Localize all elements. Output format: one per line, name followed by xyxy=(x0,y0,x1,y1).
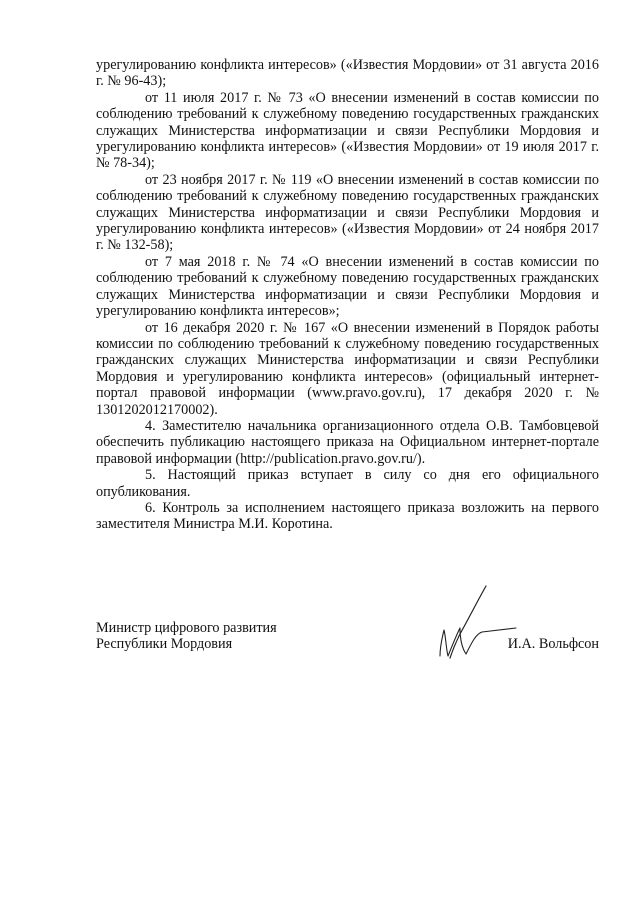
paragraph-continuation: урегулированию конфликта интересов» («Известия Мордовии» от 31 августа 2016 г. № 96-43); xyxy=(96,57,599,90)
paragraph-item-5: 5. Настоящий приказ вступает в силу со дня его официального опубликования. xyxy=(96,467,599,500)
signer-title xyxy=(96,620,277,653)
document-body xyxy=(96,57,599,533)
paragraph-order-167: от 16 декабря 2020 г. № 167 «О внесении изменений в Порядок работы комиссии по соблюдению требований к служебному поведению государственных гражданских служащих Министерства информатизации и связи Республики Мордовия и урегулированию конфликта интересов» (официальный интернет-портал правовой информации (www.pravo.gov.ru), 17 декабря 2020 г. № 1301202012170002). xyxy=(96,319,599,418)
signature-block xyxy=(96,620,599,670)
paragraph-order-73: от 11 июля 2017 г. № 73 «О внесении изменений в состав комиссии по соблюдению требований к служебному поведению государственных гражданских служащих Министерства информатизации и связи Республики Мордовия и урегулированию конфликта интересов» («Известия Мордовии» от 19 июля 2017 г. № 78-34); xyxy=(96,89,599,172)
handwritten-signature xyxy=(428,582,518,662)
paragraph-item-6: 6. Контроль за исполнением настоящего приказа возложить на первого заместителя Министра М.И. Коротина. xyxy=(96,499,599,533)
paragraph-order-119: от 23 ноября 2017 г. № 119 «О внесении изменений в состав комиссии по соблюдению требований к служебному поведению государственных гражданских служащих Министерства информатизации и связи Республики Мордовия и урегулированию конфликта интересов» («Известия Мордовии» от 24 ноября 2017 г. № 132-58); xyxy=(96,171,599,254)
paragraph-item-4: 4. Заместителю начальника организационного отдела О.В. Тамбовцевой обеспечить публикацию настоящего приказа на Официальном интернет-портале правовой информации (http://publication.pravo.gov.ru/). xyxy=(96,417,599,467)
signer-name: И.А. Вольфсон xyxy=(507,636,599,652)
signer-title-line-1: Министр цифрового развития xyxy=(96,620,277,636)
signer-title-line-2: Республики Мордовия xyxy=(96,636,233,653)
paragraph-order-74: от 7 мая 2018 г. № 74 «О внесении изменений в состав комиссии по соблюдению требований к служебному поведению государственных гражданских служащих Министерства информатизации и связи Республики Мордовия и урегулированию конфликта интересов»; xyxy=(96,253,599,320)
